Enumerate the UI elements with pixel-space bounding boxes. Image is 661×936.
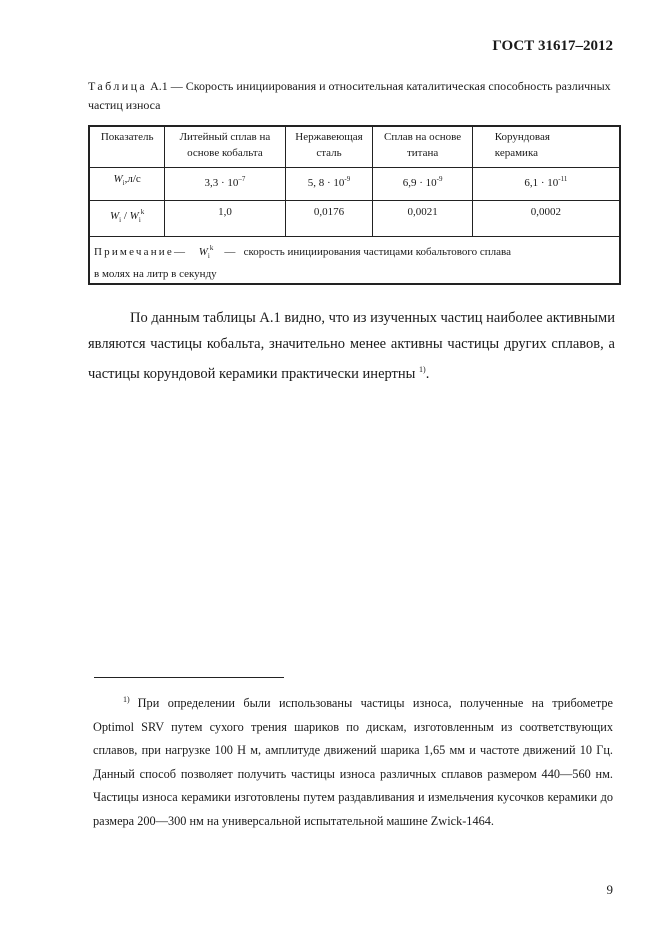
note-label: Примечание [94,246,174,258]
caption-text: А.1 — Скорость инициирования и относительная каталитическая способность различных частиц износа [88,79,611,112]
header-cell: Сплав на основе титана [373,126,472,168]
document-header: ГОСТ 31617–2012 [492,38,613,54]
row-label: $W_i / W_i^k$ [89,201,165,237]
footnote-ref: 1) [419,365,426,374]
row-label: $W_i,л/с$ [89,168,165,201]
header-cell: Литейный сплав на основе кобальта [165,126,285,168]
table-cell: $3,3 \cdot 10^{-7}$ [165,168,285,201]
table-cell: 0,0021 [373,201,472,237]
table-note: Примечание— $W_i^k$ — скорость инициирования частицами кобальтового сплава в молях на литр в секунду [89,237,620,285]
table-cell: 5, $8 \cdot 10^{-9}$ [285,168,373,201]
header-cell: Показатель [89,126,165,168]
note-text: скорость инициирования частицами кобальтового сплава [243,246,511,258]
table-cell: 0,0176 [285,201,373,237]
table-header-row [89,126,620,168]
table-row [89,201,620,237]
data-table [88,125,621,285]
footnote-separator [94,677,284,678]
table-note-row [89,237,620,285]
body-paragraph: По данным таблицы А.1 видно, что из изученных частиц наиболее активными являются частицы кобальта, значительно менее активны частицы других сплавов, а частицы корундовой керамики практически инертны $^{1)}$. [88,310,615,382]
table-cell: $6,1 \cdot 10^{-11}$ [472,168,620,201]
header-cell: Корундовая керамика [472,126,620,168]
footnote: $^{1)}$ При определении были использованы частицы износа, полученные на трибометре Optimol SRV путем сухого трения шариков по дискам, изготовленным из соответствующих сплавов, при нагрузке 100 Н м, амплитуде движений шарика 1,65 мм и частоте движений 10 Гц. Данный способ позволяет получить частицы износа различных сплавов размером 440—560 нм. Частицы износа керамики изготовлены путем раздавливания и измельчения кусочков керамики до размера 200—300 нм на универсальной испытательной машине Zwick-1464. [93,695,613,828]
table-row [89,168,620,201]
header-cell: Нержавеющая сталь [285,126,373,168]
table-cell: 1,0 [165,201,285,237]
caption-label: Таблица [88,79,148,93]
footnote-mark: 1) [123,695,130,704]
note-text-cont: в молях на литр в секунду [94,268,217,281]
page-number: 9 [606,882,613,897]
table-caption [88,77,618,115]
table-cell: $6,9 \cdot 10^{-9}$ [373,168,472,201]
table-cell: 0,0002 [472,201,620,237]
